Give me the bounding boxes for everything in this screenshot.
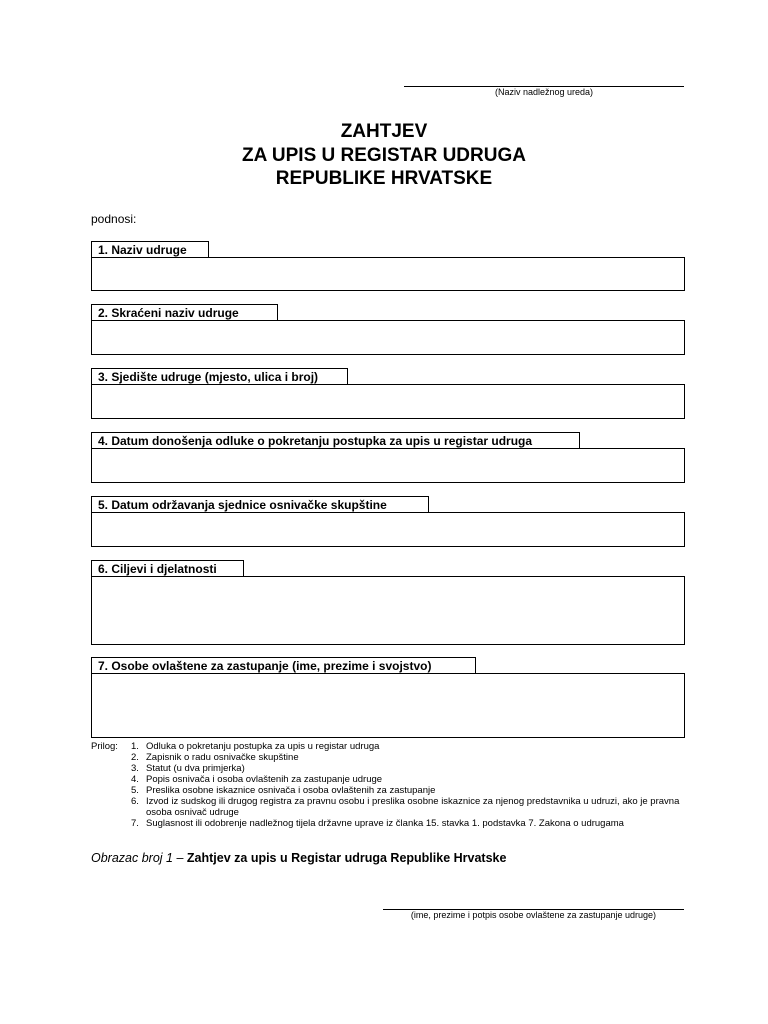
document-title-line2: ZA UPIS U REGISTAR UDRUGA <box>242 145 526 166</box>
document-title-line3: REPUBLIKE HRVATSKE <box>275 168 493 189</box>
field-representatives[interactable] <box>91 673 685 738</box>
list-item: 6. Izvod iz sudskog ili drugog registra za pravnu osobu i preslika osobne iskaznice za njenog predstavnika u udruzi, ako je pravna osoba osnivač udruge <box>131 796 680 818</box>
field-seat[interactable] <box>91 384 685 419</box>
form-reference-title: Zahtjev za upis u Registar udruga Republike Hrvatske <box>186 851 507 865</box>
list-item: 7. Suglasnost ili odobrenje nadležnog tijela državne uprave iz članka 15. stavka 1. podstavka 7. Zakona o udrugama <box>131 818 624 829</box>
field-label-assembly-date: 5. Datum održavanja sjednice osnivačke skupštine <box>91 496 429 512</box>
field-decision-date[interactable] <box>91 448 685 483</box>
office-name-label: (Naziv nadležnog ureda) <box>494 87 594 97</box>
form-reference-prefix: Obrazac broj 1 – <box>91 851 184 865</box>
field-short-name[interactable] <box>91 320 685 355</box>
list-item: 4. Popis osnivača i osoba ovlaštenih za zastupanje udruge <box>131 774 383 785</box>
field-label-representatives: 7. Osobe ovlaštene za zastupanje (ime, prezime i svojstvo) <box>91 657 476 673</box>
document-title: ZAHTJEV <box>340 121 428 142</box>
list-item: 1. Odluka o pokretanju postupka za upis u registar udruga <box>131 741 380 752</box>
field-association-name[interactable] <box>91 257 685 291</box>
attachments-title: Prilog: <box>91 741 118 752</box>
field-label-short-name: 2. Skraćeni naziv udruge <box>91 304 278 320</box>
list-item: 3. Statut (u dva primjerka) <box>131 763 245 774</box>
form-reference <box>91 851 506 865</box>
field-label-seat: 3. Sjedište udruge (mjesto, ulica i broj) <box>91 368 348 384</box>
submitter-label: podnosi: <box>91 212 137 226</box>
field-label-association-name: 1. Naziv udruge <box>91 241 209 257</box>
list-item: 2. Zapisnik o radu osnivačke skupštine <box>131 752 299 763</box>
field-assembly-date[interactable] <box>91 512 685 547</box>
field-goals-activities[interactable] <box>91 576 685 645</box>
list-item: 5. Preslika osobne iskaznice osnivača i osoba ovlaštenih za zastupanje <box>131 785 436 796</box>
field-label-goals-activities: 6. Ciljevi i djelatnosti <box>91 560 244 576</box>
signature-label: (ime, prezime i potpis osobe ovlaštene za zastupanje udruge) <box>410 910 657 920</box>
field-label-decision-date: 4. Datum donošenja odluke o pokretanju postupka za upis u registar udruga <box>91 432 580 448</box>
attachments-list <box>131 741 686 829</box>
